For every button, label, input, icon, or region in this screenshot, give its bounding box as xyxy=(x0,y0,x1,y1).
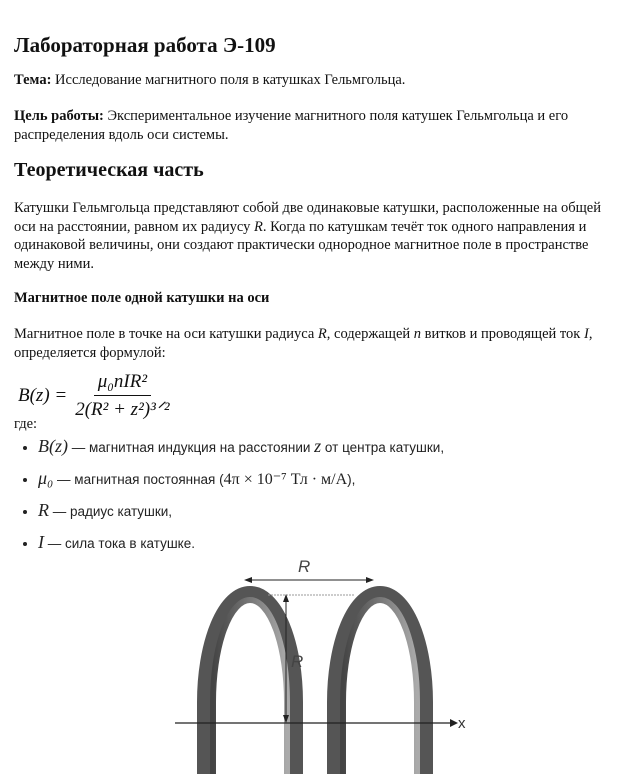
formula-numerator: μ₀nIR² xyxy=(94,371,151,396)
where-label: где: xyxy=(14,416,38,432)
distance-label: R xyxy=(298,557,311,576)
goal-text: Экспериментальное изучение магнитного поля катушек Гельмгольца и его распределения вдоль оси системы. xyxy=(14,108,569,143)
helmholtz-coils-figure xyxy=(170,552,480,774)
radius-label: R xyxy=(291,652,304,671)
document-title xyxy=(14,33,613,58)
list-item: • I — сила тока в катушке. xyxy=(38,530,444,562)
topic-line xyxy=(14,71,613,90)
left-coil xyxy=(205,594,295,774)
subsection-title: Магнитное поле одной катушки на оси xyxy=(14,290,270,306)
section-title: Теоретическая часть xyxy=(14,159,204,181)
topic-text: Исследование магнитного поля в катушках Гельмгольца. xyxy=(51,72,406,88)
goal-label: Цель работы: xyxy=(14,108,104,124)
formula-denominator: 2(R² + z²)³ᐟ² xyxy=(75,399,170,420)
intro-paragraph: Катушки Гельмгольца представляют собой две одинаковые катушки, расположенные на общей оси на расстоянии, равном их радиусу R. Когда по катушкам течёт ток одного направления и одинаковой величины, они создают практически однородное магнитное поле в пространстве между ними. xyxy=(14,200,601,272)
right-coil xyxy=(335,594,425,774)
list-item: • μ₀ — магнитная постоянная (4π × 10⁻⁷ Тл · м/А), xyxy=(38,466,444,498)
definitions-list xyxy=(18,434,444,562)
title-text: Лабораторная работа Э-109 xyxy=(14,33,276,57)
goal-line xyxy=(14,107,613,144)
formula-intro: Магнитное поле в точке на оси катушки радиуса R, содержащей n витков и проводящей ток I, определяется формулой: xyxy=(14,326,593,361)
list-item: • R — радиус катушки, xyxy=(38,498,444,530)
topic-label: Тема: xyxy=(14,72,52,88)
formula-lhs: B(z) = xyxy=(18,385,68,406)
field-formula xyxy=(18,371,170,421)
axis-label: x xyxy=(458,715,466,732)
list-item: • B(z) — магнитная индукция на расстоянии z от центра катушки, xyxy=(38,434,444,466)
